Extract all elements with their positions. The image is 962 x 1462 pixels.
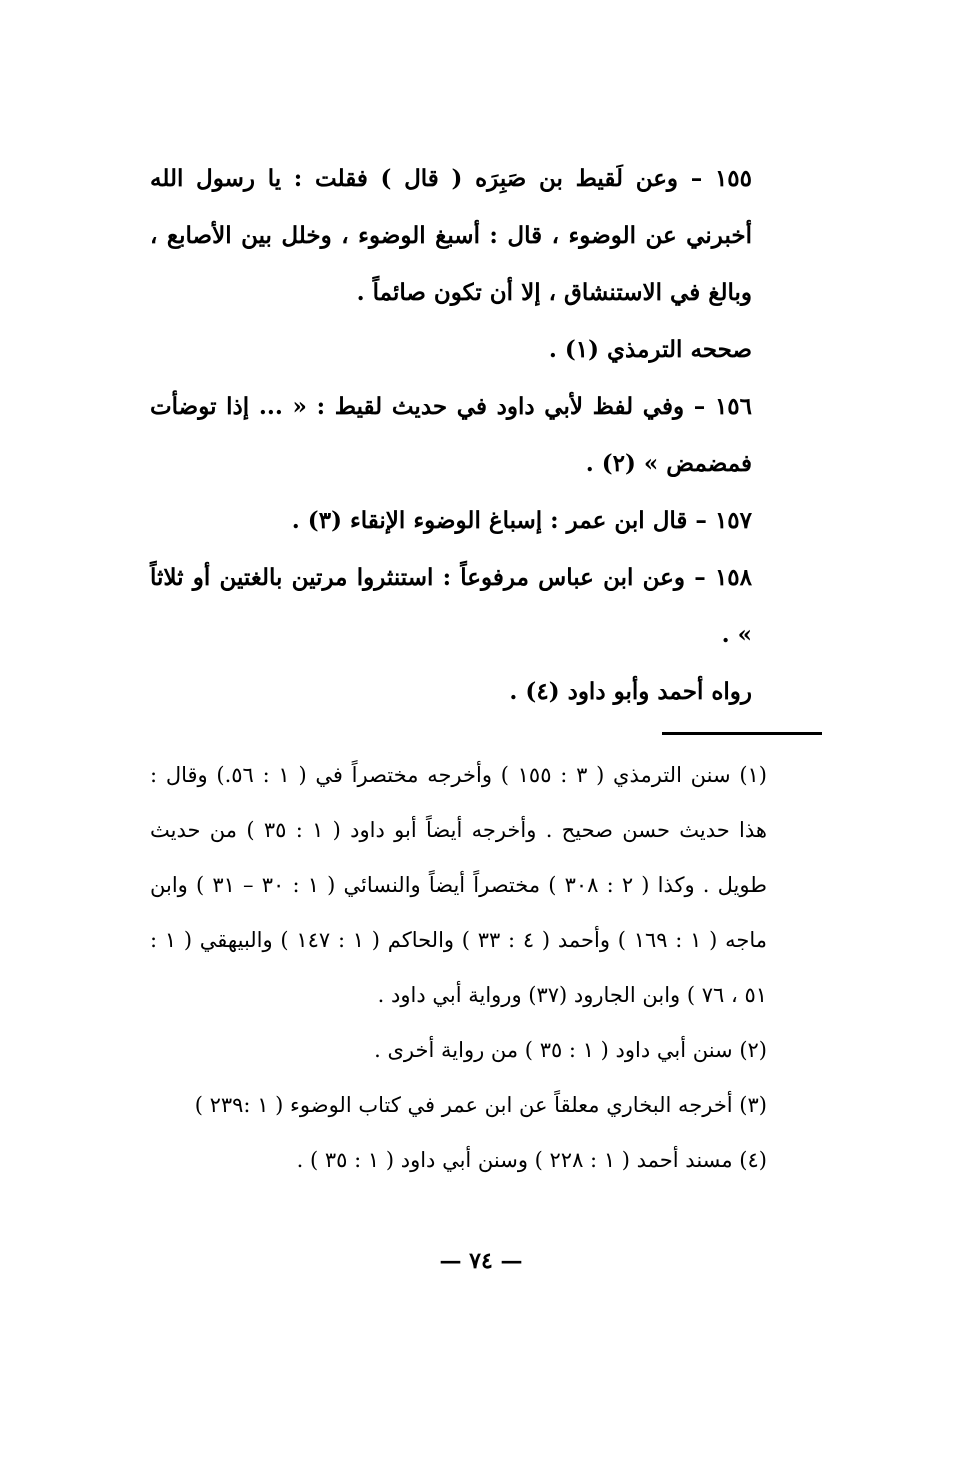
hadith-156: ١٥٦ – وفي لفظ لأبي داود في حديث لقيط : « ... إذا توضأت فمضمض » (٢) .	[150, 393, 752, 477]
footnote-3: (٣) أخرجه البخاري معلقاً عن ابن عمر في كتاب الوضوء ( ١ :٢٣٩ )	[194, 1093, 767, 1117]
page-number: — ٧٤ —	[439, 1248, 523, 1274]
main-text	[150, 150, 812, 720]
footnotes	[150, 748, 812, 1188]
footnote-1: (١) سنن الترمذي ( ٣ : ١٥٥ ) وأخرجه مختصراً في ( ١ : ٥٦.) وقال : هذا حديث حسن صحيح . وأخرجه أيضاً أبو داود ( ١ : ٣٥ ) من حديث طويل . وكذا ( ٢ : ٣٠٨ ) مختصراً أيضاً والنسائي ( ١ : ٣٠ – ٣١ ) وابن ماجه ( ١ : ١٦٩ ) وأحمد ( ٤ : ٣٣ ) والحاكم ( ١ : ١٤٧ ) والبيهقي ( ١ : ٥١ ، ٧٦ ) وابن الجارود (٣٧) ورواية أبي داود .	[150, 763, 767, 1007]
riwayah-note: رواه أحمد وأبو داود (٤) .	[509, 678, 752, 705]
footnote-4: (٤) مسند أحمد ( ١ : ٢٢٨ ) وسنن أبي داود ( ١ : ٣٥ ) .	[296, 1148, 767, 1172]
footnote-2: (٢) سنن أبي داود ( ١ : ٣٥ ) من رواية أخرى .	[374, 1038, 767, 1062]
hadith-158: ١٥٨ – وعن ابن عباس مرفوعاً : استنثروا مرتين بالغتين أو ثلاثاً » .	[150, 564, 752, 648]
hadith-155: ١٥٥ – وعن لَقيط بن صَبِرَه ( قال ) فقلت : يا رسول الله أخبرني عن الوضوء ، قال : أسبغ الوضوء ، وخلل بين الأصابع ، وبالغ في الاستنشاق ، إلا أن تكون صائماً .	[150, 165, 752, 306]
hadith-157: ١٥٧ – قال ابن عمر : إسباغ الوضوء الإنقاء (٣) .	[291, 507, 752, 534]
tashih-note: صححه الترمذي (١) .	[548, 336, 752, 363]
footnote-separator	[662, 732, 822, 735]
